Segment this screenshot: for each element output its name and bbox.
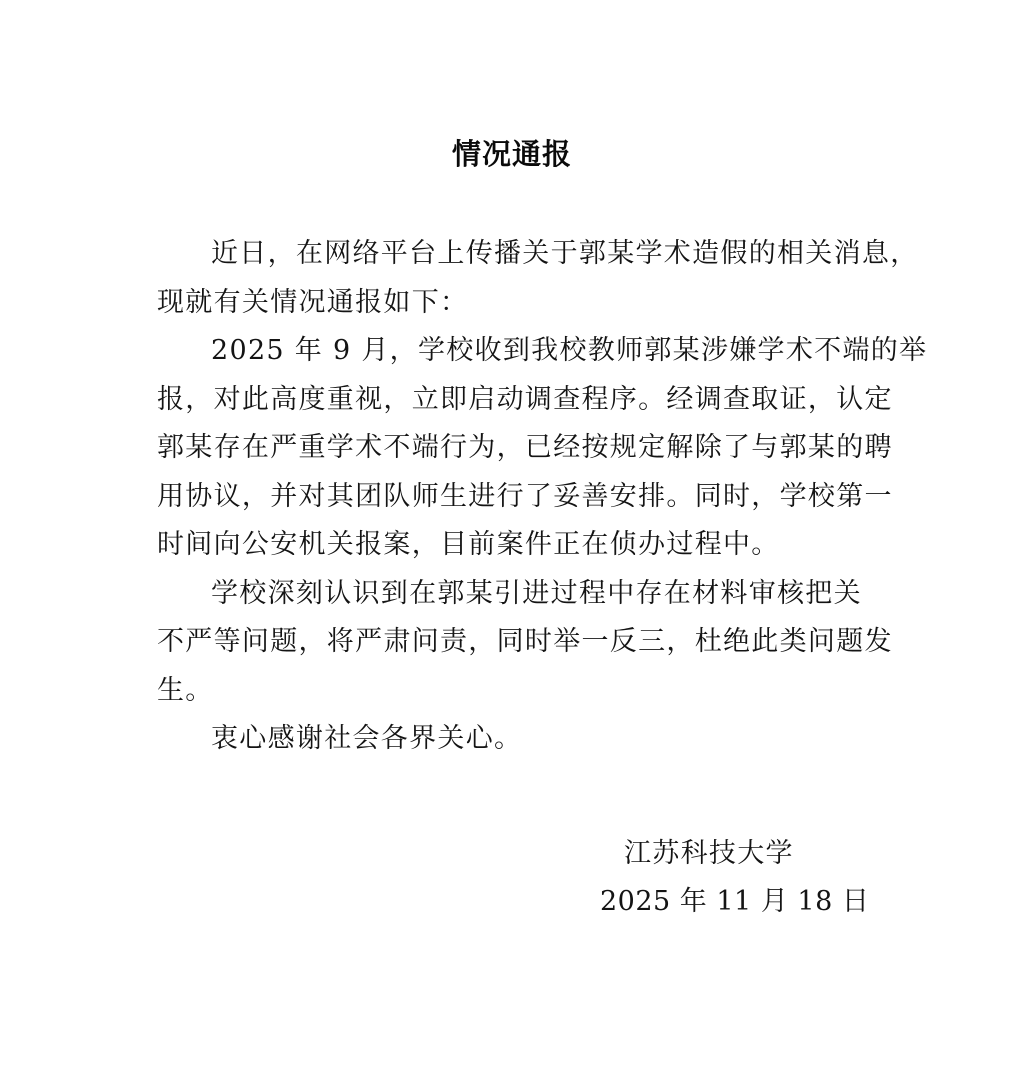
document-title: 情况通报 <box>451 137 572 171</box>
paragraph-thanks <box>157 715 897 764</box>
paragraph-line: 衷心感谢社会各界关心。 <box>211 723 523 754</box>
paragraph-line: 时间向公安机关报案，目前案件正在侦办过程中。 <box>157 529 780 560</box>
paragraph-line: 不严等问题，将严肃问责，同时举一反三，杜绝此类问题发 <box>157 626 893 657</box>
paragraph-line: 生。 <box>157 674 214 706</box>
paragraph-line: 现就有关情况通报如下： <box>157 286 469 318</box>
document-body <box>157 230 928 764</box>
paragraph-line: 报，对此高度重视，立即启动调查程序。经调查取证，认定 <box>157 383 893 415</box>
signature-date: 2025 年 11 月 18 日 <box>600 886 870 917</box>
paragraph-line: 学校深刻认识到在郭某引进过程中存在材料审核把关 <box>211 577 862 609</box>
paragraph-line: 用协议，并对其团队师生进行了妥善安排。同时，学校第一 <box>157 480 893 512</box>
paragraph-intro <box>157 230 919 327</box>
signature-block <box>600 830 920 926</box>
signature-organization: 江苏科技大学 <box>624 838 794 869</box>
paragraph-line: 2025 年 9 月，学校收到我校教师郭某涉嫌学术不端的举 <box>211 335 928 366</box>
paragraph-accountability <box>157 570 897 716</box>
paragraph-line: 郭某存在严重学术不端行为，已经按规定解除了与郭某的聘 <box>157 432 893 463</box>
paragraph-investigation <box>157 327 928 570</box>
paragraph-line: 近日，在网络平台上传播关于郭某学术造假的相关消息， <box>211 238 919 269</box>
